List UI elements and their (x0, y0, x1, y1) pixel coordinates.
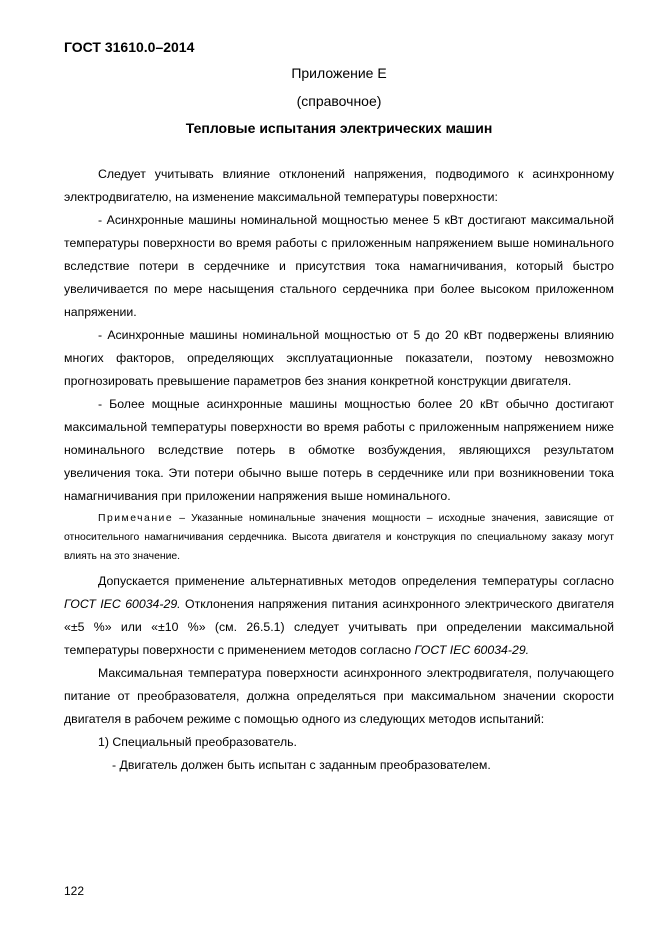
list-subitem: - Двигатель должен быть испытан с заданным преобразователем. (112, 758, 491, 773)
paragraph-converter: Максимальная температура поверхности асинхронного электродвигателя, получающего питание от преобразователя, должна определяться при максимальном значении скорости двигателя в рабочем режиме с помощью одного из следующих методов испытаний: (64, 666, 614, 727)
paragraph-alternative-methods-text-b: Отклонения напряжения питания асинхронного электрического двигателя «±5 %» или «±10 %» (см. 26.5.1) следует учитывать при определении максимальной температуры поверхности с применением методов согласно (64, 597, 614, 658)
page-number: 122 (64, 884, 85, 898)
note-label: Примечание (98, 513, 174, 524)
paragraph-alternative-methods (64, 570, 614, 662)
paragraph-under-5kw: - Асинхронные машины номинальной мощностью менее 5 кВт достигают максимальной температуры поверхности во время работы с приложенным напряжением выше номинального вследствие потери в сердечнике и присутствия тока намагничивания, который быстро увеличивается по мере насыщения стального сердечника при более высоком приложенном напряжении. (64, 213, 614, 319)
annex-status: (справочное) (296, 93, 382, 109)
annex-title: Приложение Е (291, 65, 387, 81)
note (64, 510, 614, 566)
note-text: – Указанные номинальные значения мощности – исходные значения, зависящие от относительного намагничивания сердечника. Высота двигателя и конструкция по специальному заказу могут влиять на это значение. (64, 513, 614, 562)
paragraph-over-20kw: - Более мощные асинхронные машины мощностью более 20 кВт обычно достигают максимальной температуры поверхности во время работы с приложенным напряжением ниже номинального вследствие потерь в обмотке возбуждения, являющихся результатом увеличения тока. Эти потери обычно выше потерь в сердечнике или при возникновении тока намагничивания при приложении напряжения выше номинального. (64, 397, 614, 503)
standard-reference: ГОСТ IEC 60034-29. (414, 643, 530, 658)
paragraph-5-to-20kw: - Асинхронные машины номинальной мощностью от 5 до 20 кВт подвержены влиянию многих факторов, определяющих эксплуатационные показатели, поэтому невозможно прогнозировать превышение параметров без знания конкретной конструкции двигателя. (64, 328, 614, 388)
annex-subject: Тепловые испытания электрических машин (185, 120, 493, 136)
standard-reference: ГОСТ IEC 60034-29. (64, 597, 181, 612)
document-body (64, 163, 614, 777)
paragraph-alternative-methods-text-a: Допускается применение альтернативных методов определения температуры согласно (98, 574, 614, 589)
list-item-special-converter: 1) Специальный преобразователь. (98, 735, 297, 750)
standard-designation: ГОСТ 31610.0–2014 (64, 39, 195, 55)
paragraph-intro: Следует учитывать влияние отклонений напряжения, подводимого к асинхронному электродвигателю, на изменение максимальной температуры поверхности: (64, 167, 614, 204)
